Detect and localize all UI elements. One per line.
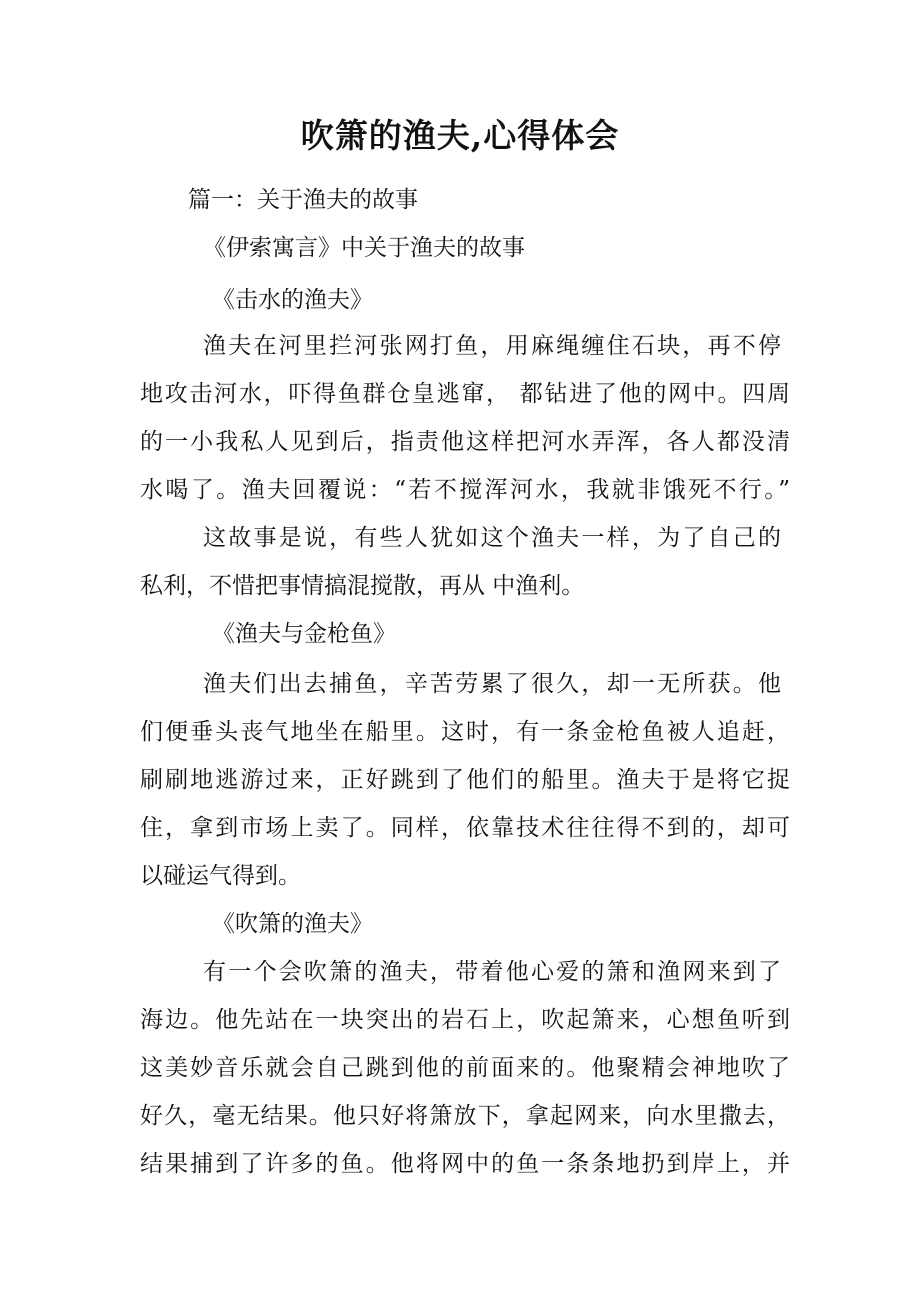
- paragraph-line: 私利，不惜把事情搞混搅散，再从 中渔利。: [140, 573, 585, 599]
- paragraph-line: 渔夫在河里拦河张网打鱼，用麻绳缠住石块，再不停: [203, 333, 781, 359]
- paragraph-line: 好久，毫无结果。他只好将箫放下，拿起网来，向水里撒去，: [140, 1103, 790, 1129]
- paragraph-line: 刷刷地逃游过来，正好跳到了他们的船里。渔夫于是将它捉: [140, 767, 790, 793]
- section-heading: 篇一：关于渔夫的故事: [188, 187, 418, 213]
- paragraph-line: 水喝了。渔夫回覆说：“若不搅浑河水，我就非饿死不行。”: [140, 477, 790, 503]
- paragraph-line: 们便垂头丧气地坐在船里。这时，有一条金枪鱼被人追赶，: [140, 719, 790, 745]
- story-title: 《渔夫与金枪鱼》: [212, 621, 396, 647]
- paragraph-line: 的一小我私人见到后，指责他这样把河水弄浑，各人都没清: [140, 429, 790, 455]
- paragraph-line: 渔夫们出去捕鱼，辛苦劳累了很久，却一无所获。他: [203, 671, 781, 697]
- paragraph-line: 结果捕到了许多的鱼。他将网中的鱼一条条地扔到岸上，并: [140, 1151, 790, 1177]
- story-title: 《吹箫的渔夫》: [212, 911, 373, 937]
- paragraph-line: 以碰运气得到。: [140, 863, 301, 889]
- paragraph-line: 海边。他先站在一块突出的岩石上，吹起箫来，心想鱼听到: [140, 1007, 790, 1033]
- paragraph-line: 这美妙音乐就会自己跳到他的前面来的。他聚精会神地吹了: [140, 1055, 790, 1081]
- paragraph-line: 有一个会吹箫的渔夫，带着他心爱的箫和渔网来到了: [203, 959, 781, 985]
- story-title: 《击水的渔夫》: [212, 287, 373, 313]
- document-title: 吹箫的渔夫,心得体会: [300, 116, 620, 155]
- paragraph-line: 住，拿到市场上卖了。同样，依靠技术往往得不到的，却可: [140, 815, 790, 841]
- paragraph-line: 地攻击河水，吓得鱼群仓皇逃窜， 都钻进了他的网中。四周: [140, 381, 790, 407]
- paragraph-line: 这故事是说，有些人犹如这个渔夫一样，为了自己的: [203, 525, 781, 551]
- sub-heading: 《伊索寓言》中关于渔夫的故事: [203, 235, 525, 261]
